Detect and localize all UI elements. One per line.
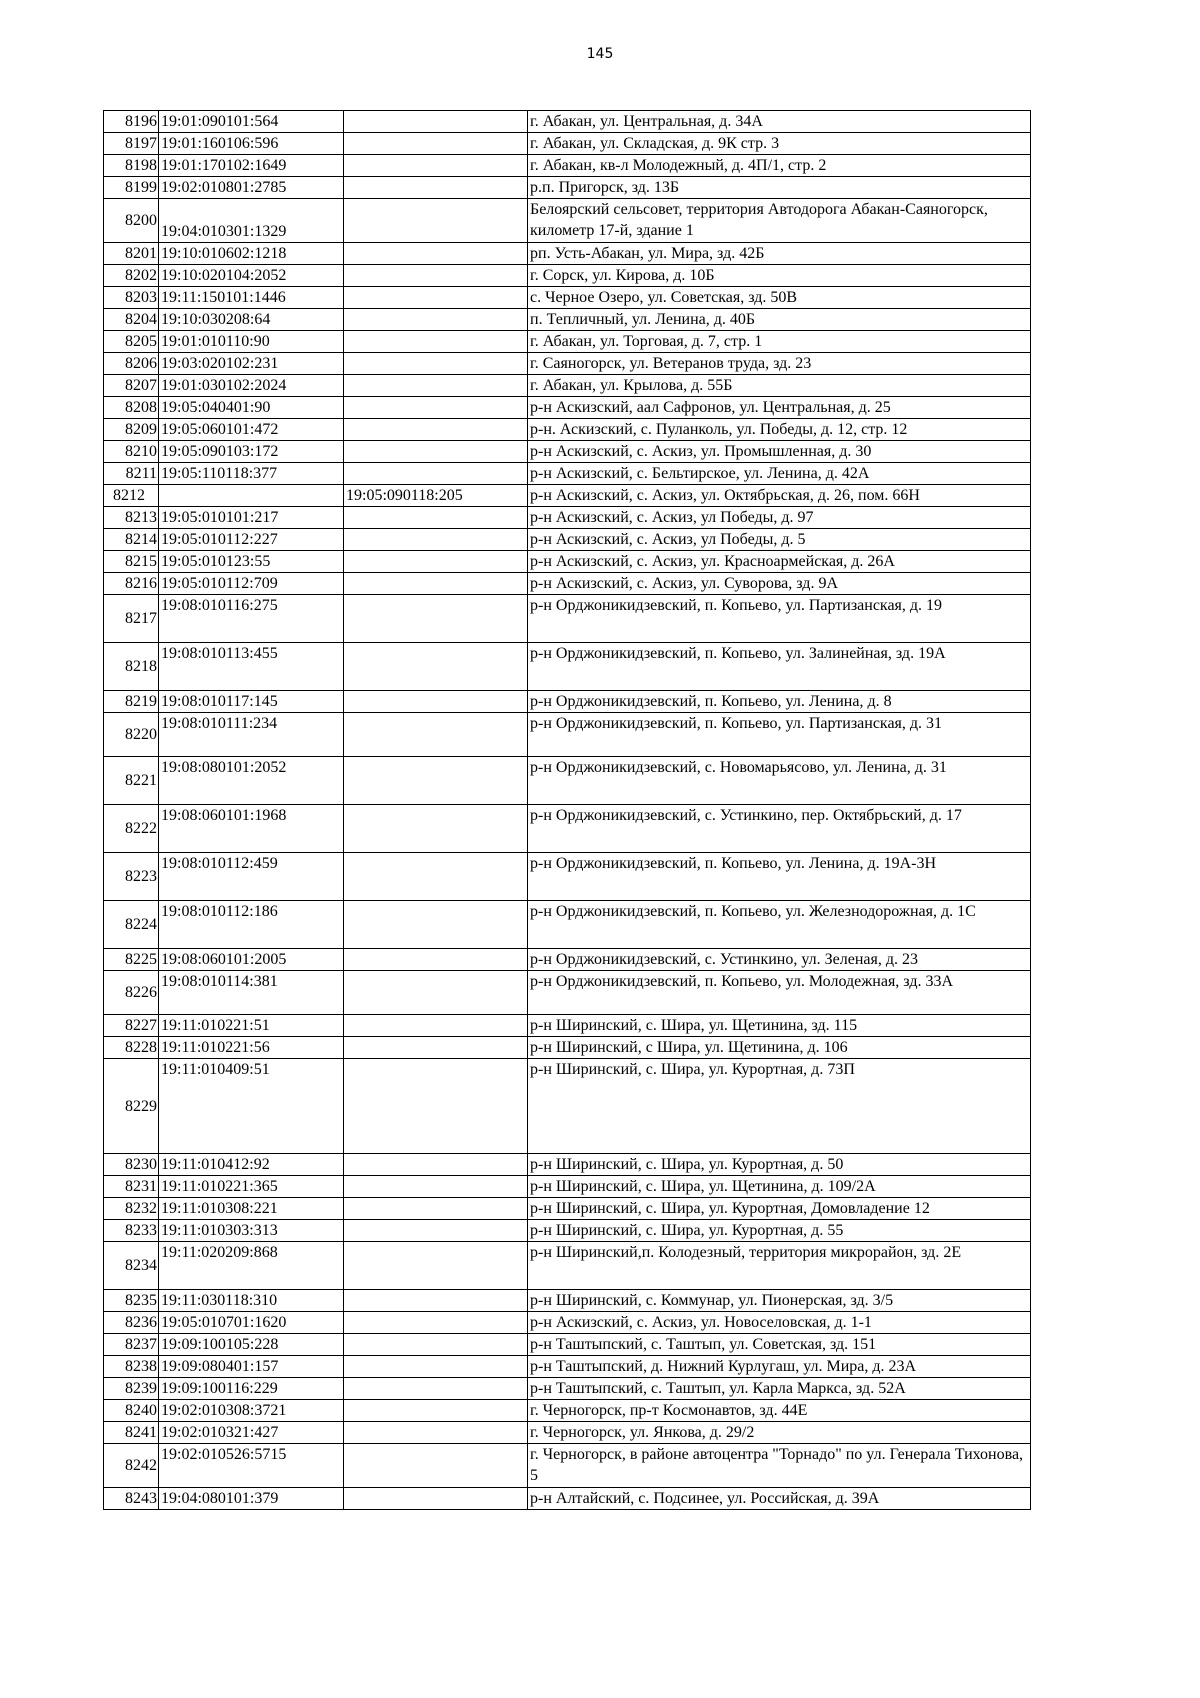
table-row [104, 485, 1031, 507]
reference-number [344, 971, 528, 1015]
address: р-н Ширинский, с Шира, ул. Щетинина, д. 106 [528, 1037, 1031, 1059]
cadastral-number: 19:09:080401:157 [159, 1356, 344, 1378]
table-row [104, 331, 1031, 353]
table-row [104, 375, 1031, 397]
reference-number [344, 199, 528, 243]
address: р-н Орджоникидзевский, п. Копьево, ул. Партизанская, д. 19 [528, 595, 1031, 643]
row-number: 8222 [104, 805, 159, 853]
address: р-н Орджоникидзевский, п. Копьево, ул. Ленина, д. 8 [528, 691, 1031, 713]
address: р-н Таштыпский, с. Таштып, ул. Советская, зд. 151 [528, 1334, 1031, 1356]
cadastral-number: 19:11:010221:51 [159, 1015, 344, 1037]
reference-number [344, 1290, 528, 1312]
row-number: 8196 [104, 111, 159, 133]
reference-number [344, 595, 528, 643]
cadastral-number: 19:11:010303:313 [159, 1220, 344, 1242]
reference-number [344, 1242, 528, 1290]
table-row [104, 111, 1031, 133]
address: р-н. Аскизский, с. Пуланколь, ул. Победы, д. 12, стр. 12 [528, 419, 1031, 441]
table-row [104, 397, 1031, 419]
row-number: 8213 [104, 507, 159, 529]
row-number: 8212 [104, 485, 159, 507]
cadastral-number: 19:08:010112:459 [159, 853, 344, 901]
row-number: 8218 [104, 643, 159, 691]
address: р-н Аскизский, с. Аскиз, ул Победы, д. 5 [528, 529, 1031, 551]
cadastral-number: 19:05:010112:227 [159, 529, 344, 551]
reference-number [344, 551, 528, 573]
cadastral-number: 19:05:060101:472 [159, 419, 344, 441]
cadastral-number: 19:02:010308:3721 [159, 1400, 344, 1422]
reference-number [344, 265, 528, 287]
table-row [104, 463, 1031, 485]
table-row [104, 757, 1031, 805]
address: р-н Орджоникидзевский, п. Копьево, ул. Ленина, д. 19А-3Н [528, 853, 1031, 901]
address: р-н Аскизский, с. Аскиз, ул. Промышленная, д. 30 [528, 441, 1031, 463]
table-row [104, 1242, 1031, 1290]
reference-number [344, 111, 528, 133]
cadastral-number: 19:01:010110:90 [159, 331, 344, 353]
address: р-н Таштыпский, с. Таштып, ул. Карла Маркса, зд. 52А [528, 1378, 1031, 1400]
address: г. Черногорск, в районе автоцентра "Торнадо" по ул. Генерала Тихонова, 5 [528, 1444, 1031, 1488]
row-number: 8207 [104, 375, 159, 397]
address: р-н Орджоникидзевский, с. Устинкино, пер. Октябрьский, д. 17 [528, 805, 1031, 853]
address: г. Абакан, кв-л Молодежный, д. 4П/1, стр. 2 [528, 155, 1031, 177]
table-row [104, 1059, 1031, 1154]
cadastral-number: 19:08:010117:145 [159, 691, 344, 713]
cadastral-number: 19:02:010321:427 [159, 1422, 344, 1444]
table-row [104, 1422, 1031, 1444]
row-number: 8233 [104, 1220, 159, 1242]
table-row [104, 901, 1031, 949]
address: п. Тепличный, ул. Ленина, д. 40Б [528, 309, 1031, 331]
row-number: 8237 [104, 1334, 159, 1356]
table-row [104, 1220, 1031, 1242]
address: г. Абакан, ул. Складская, д. 9К стр. 3 [528, 133, 1031, 155]
address: г. Саяногорск, ул. Ветеранов труда, зд. 23 [528, 353, 1031, 375]
cadastral-number: 19:10:010602:1218 [159, 243, 344, 265]
cadastral-number: 19:11:150101:1446 [159, 287, 344, 309]
table-row [104, 199, 1031, 243]
cadastral-number: 19:11:010221:365 [159, 1176, 344, 1198]
cadastral-number: 19:10:020104:2052 [159, 265, 344, 287]
table-row [104, 805, 1031, 853]
cadastral-number: 19:08:060101:1968 [159, 805, 344, 853]
cadastral-number: 19:05:040401:90 [159, 397, 344, 419]
reference-number [344, 949, 528, 971]
table-row [104, 643, 1031, 691]
address: р-н Аскизский, аал Сафронов, ул. Центральная, д. 25 [528, 397, 1031, 419]
reference-number [344, 1059, 528, 1154]
address: с. Черное Озеро, ул. Советская, зд. 50В [528, 287, 1031, 309]
table-row [104, 353, 1031, 375]
row-number: 8197 [104, 133, 159, 155]
address: р-н Ширинский, с. Шира, ул. Щетинина, зд. 115 [528, 1015, 1031, 1037]
address: г. Абакан, ул. Крылова, д. 55Б [528, 375, 1031, 397]
reference-number [344, 177, 528, 199]
reference-number [344, 309, 528, 331]
address: г. Сорск, ул. Кирова, д. 10Б [528, 265, 1031, 287]
reference-number [344, 691, 528, 713]
reference-number [344, 133, 528, 155]
table-row [104, 155, 1031, 177]
row-number: 8232 [104, 1198, 159, 1220]
reference-number [344, 331, 528, 353]
table-row [104, 133, 1031, 155]
row-number: 8200 [104, 199, 159, 243]
row-number: 8228 [104, 1037, 159, 1059]
reference-number [344, 375, 528, 397]
row-number: 8204 [104, 309, 159, 331]
address: р-н Аскизский, с. Аскиз, ул. Октябрьская, д. 26, пом. 66Н [528, 485, 1031, 507]
reference-number [344, 1488, 528, 1510]
reference-number [344, 1444, 528, 1488]
page-number: 145 [586, 46, 614, 62]
cadastral-number: 19:01:170102:1649 [159, 155, 344, 177]
registry-table [103, 110, 1031, 1510]
row-number: 8209 [104, 419, 159, 441]
row-number: 8198 [104, 155, 159, 177]
cadastral-number: 19:01:160106:596 [159, 133, 344, 155]
reference-number [344, 901, 528, 949]
address: р-н Орджоникидзевский, п. Копьево, ул. Партизанская, д. 31 [528, 713, 1031, 757]
reference-number [344, 1198, 528, 1220]
address: р-н Орджоникидзевский, с. Новомарьясово, ул. Ленина, д. 31 [528, 757, 1031, 805]
reference-number [344, 529, 528, 551]
row-number: 8221 [104, 757, 159, 805]
cadastral-number: 19:02:010526:5715 [159, 1444, 344, 1488]
row-number: 8229 [104, 1059, 159, 1154]
reference-number [344, 757, 528, 805]
cadastral-number: 19:11:010409:51 [159, 1059, 344, 1154]
address: р-н Аскизский, с. Аскиз, ул Победы, д. 97 [528, 507, 1031, 529]
address: г. Черногорск, ул. Янкова, д. 29/2 [528, 1422, 1031, 1444]
address: р-н Аскизский, с. Аскиз, ул. Новоселовская, д. 1-1 [528, 1312, 1031, 1334]
cadastral-number: 19:02:010801:2785 [159, 177, 344, 199]
row-number: 8206 [104, 353, 159, 375]
address: р-н Аскизский, с. Аскиз, ул. Суворова, зд. 9А [528, 573, 1031, 595]
table-row [104, 529, 1031, 551]
row-number: 8227 [104, 1015, 159, 1037]
cadastral-number: 19:08:060101:2005 [159, 949, 344, 971]
reference-number [344, 463, 528, 485]
cadastral-number: 19:08:010114:381 [159, 971, 344, 1015]
address: р-н Ширинский,п. Колодезный, территория микрорайон, зд. 2Е [528, 1242, 1031, 1290]
row-number: 8225 [104, 949, 159, 971]
table-row [104, 1176, 1031, 1198]
row-number: 8239 [104, 1378, 159, 1400]
reference-number [344, 287, 528, 309]
reference-number [344, 853, 528, 901]
cadastral-number: 19:01:030102:2024 [159, 375, 344, 397]
address: р-н Ширинский, с. Коммунар, ул. Пионерская, зд. 3/5 [528, 1290, 1031, 1312]
table-row [104, 1154, 1031, 1176]
reference-number [344, 1400, 528, 1422]
address: р-н Алтайский, с. Подсинее, ул. Российская, д. 39А [528, 1488, 1031, 1510]
cadastral-number: 19:05:010123:55 [159, 551, 344, 573]
address: р-н Орджоникидзевский, п. Копьево, ул. Молодежная, зд. 33А [528, 971, 1031, 1015]
table-row [104, 419, 1031, 441]
address: р-н Орджоникидзевский, с. Устинкино, ул. Зеленая, д. 23 [528, 949, 1031, 971]
reference-number [344, 1356, 528, 1378]
address: г. Абакан, ул. Центральная, д. 34А [528, 111, 1031, 133]
reference-number [344, 243, 528, 265]
cadastral-number: 19:10:030208:64 [159, 309, 344, 331]
cadastral-number: 19:04:010301:1329 [159, 199, 344, 243]
row-number: 8238 [104, 1356, 159, 1378]
address: р-н Ширинский, с. Шира, ул. Курортная, д. 50 [528, 1154, 1031, 1176]
table-row [104, 1334, 1031, 1356]
cadastral-number: 19:01:090101:564 [159, 111, 344, 133]
reference-number [344, 805, 528, 853]
address: рп. Усть-Абакан, ул. Мира, зд. 42Б [528, 243, 1031, 265]
table-row [104, 1015, 1031, 1037]
reference-number: 19:05:090118:205 [344, 485, 528, 507]
registry-rows [104, 111, 1031, 1510]
table-row [104, 551, 1031, 573]
address: р-н Ширинский, с. Шира, ул. Курортная, Домовладение 12 [528, 1198, 1031, 1220]
row-number: 8202 [104, 265, 159, 287]
reference-number [344, 419, 528, 441]
row-number: 8235 [104, 1290, 159, 1312]
cadastral-number: 19:05:110118:377 [159, 463, 344, 485]
row-number: 8242 [104, 1444, 159, 1488]
reference-number [344, 397, 528, 419]
table-row [104, 287, 1031, 309]
reference-number [344, 1037, 528, 1059]
reference-number [344, 1015, 528, 1037]
address: р-н Таштыпский, д. Нижний Курлугаш, ул. Мира, д. 23А [528, 1356, 1031, 1378]
reference-number [344, 353, 528, 375]
table-row [104, 309, 1031, 331]
reference-number [344, 1154, 528, 1176]
row-number: 8219 [104, 691, 159, 713]
address: р-н Аскизский, с. Бельтирское, ул. Ленина, д. 42А [528, 463, 1031, 485]
table-row [104, 853, 1031, 901]
cadastral-number: 19:05:010101:217 [159, 507, 344, 529]
row-number: 8210 [104, 441, 159, 463]
table-row [104, 1198, 1031, 1220]
address: г. Абакан, ул. Торговая, д. 7, стр. 1 [528, 331, 1031, 353]
row-number: 8236 [104, 1312, 159, 1334]
table-row [104, 441, 1031, 463]
address: р-н Ширинский, с. Шира, ул. Курортная, д. 73П [528, 1059, 1031, 1154]
reference-number [344, 643, 528, 691]
address: р-н Аскизский, с. Аскиз, ул. Красноармейская, д. 26А [528, 551, 1031, 573]
cadastral-number: 19:08:010116:275 [159, 595, 344, 643]
table-row [104, 971, 1031, 1015]
address: р-н Ширинский, с. Шира, ул. Щетинина, д. 109/2А [528, 1176, 1031, 1198]
cadastral-number: 19:11:030118:310 [159, 1290, 344, 1312]
row-number: 8224 [104, 901, 159, 949]
row-number: 8203 [104, 287, 159, 309]
cadastral-number: 19:09:100116:229 [159, 1378, 344, 1400]
reference-number [344, 507, 528, 529]
row-number: 8216 [104, 573, 159, 595]
reference-number [344, 1312, 528, 1334]
row-number: 8243 [104, 1488, 159, 1510]
address: р-н Ширинский, с. Шира, ул. Курортная, д. 55 [528, 1220, 1031, 1242]
row-number: 8215 [104, 551, 159, 573]
row-number: 8211 [104, 463, 159, 485]
address: р-н Орджоникидзевский, п. Копьево, ул. Железнодорожная, д. 1С [528, 901, 1031, 949]
reference-number [344, 713, 528, 757]
row-number: 8226 [104, 971, 159, 1015]
cadastral-number: 19:08:080101:2052 [159, 757, 344, 805]
cadastral-number: 19:05:010701:1620 [159, 1312, 344, 1334]
row-number: 8214 [104, 529, 159, 551]
row-number: 8230 [104, 1154, 159, 1176]
cadastral-number: 19:09:100105:228 [159, 1334, 344, 1356]
table-row [104, 1312, 1031, 1334]
cadastral-number: 19:11:010221:56 [159, 1037, 344, 1059]
reference-number [344, 1334, 528, 1356]
cadastral-number: 19:08:010111:234 [159, 713, 344, 757]
table-row [104, 573, 1031, 595]
cadastral-number: 19:08:010112:186 [159, 901, 344, 949]
row-number: 8205 [104, 331, 159, 353]
table-row [104, 595, 1031, 643]
table-row [104, 691, 1031, 713]
row-number: 8208 [104, 397, 159, 419]
cadastral-number: 19:04:080101:379 [159, 1488, 344, 1510]
reference-number [344, 1422, 528, 1444]
table-row [104, 1037, 1031, 1059]
row-number: 8220 [104, 713, 159, 757]
cadastral-number: 19:11:010308:221 [159, 1198, 344, 1220]
table-row [104, 507, 1031, 529]
table-row [104, 713, 1031, 757]
reference-number [344, 1176, 528, 1198]
table-row [104, 1378, 1031, 1400]
address: г. Черногорск, пр-т Космонавтов, зд. 44Е [528, 1400, 1031, 1422]
reference-number [344, 1378, 528, 1400]
table-row [104, 1356, 1031, 1378]
row-number: 8241 [104, 1422, 159, 1444]
table-row [104, 177, 1031, 199]
row-number: 8223 [104, 853, 159, 901]
table-row [104, 1444, 1031, 1488]
row-number: 8240 [104, 1400, 159, 1422]
table-row [104, 1488, 1031, 1510]
table-row [104, 949, 1031, 971]
row-number: 8199 [104, 177, 159, 199]
table-row [104, 243, 1031, 265]
cadastral-number: 19:05:090103:172 [159, 441, 344, 463]
address: Белоярский сельсовет, территория Автодорога Абакан-Саяногорск, километр 17-й, здание 1 [528, 199, 1031, 243]
cadastral-number: 19:11:020209:868 [159, 1242, 344, 1290]
address: р-н Орджоникидзевский, п. Копьево, ул. Залинейная, зд. 19А [528, 643, 1031, 691]
reference-number [344, 155, 528, 177]
row-number: 8201 [104, 243, 159, 265]
table-row [104, 1400, 1031, 1422]
table-row [104, 1290, 1031, 1312]
cadastral-number: 19:11:010412:92 [159, 1154, 344, 1176]
row-number: 8231 [104, 1176, 159, 1198]
reference-number [344, 1220, 528, 1242]
cadastral-number: 19:05:010112:709 [159, 573, 344, 595]
cadastral-number: 19:08:010113:455 [159, 643, 344, 691]
address: р.п. Пригорск, зд. 13Б [528, 177, 1031, 199]
reference-number [344, 441, 528, 463]
cadastral-number: 19:03:020102:231 [159, 353, 344, 375]
table-row [104, 265, 1031, 287]
row-number: 8217 [104, 595, 159, 643]
cadastral-number [159, 485, 344, 507]
reference-number [344, 573, 528, 595]
row-number: 8234 [104, 1242, 159, 1290]
